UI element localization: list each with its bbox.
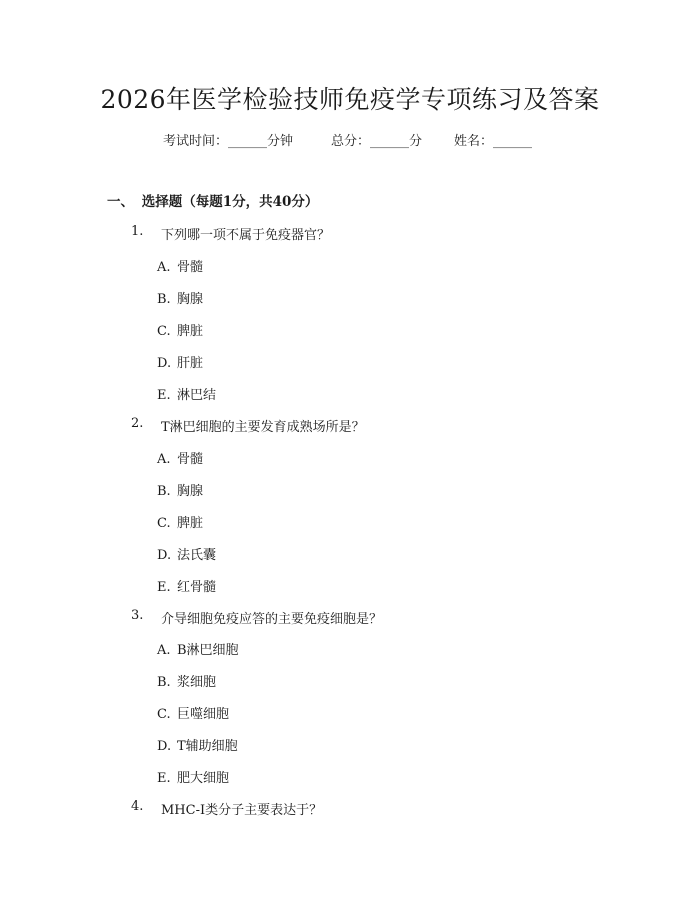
option-letter: E.	[157, 388, 171, 403]
question-1-option-a	[157, 256, 203, 275]
question-3-option-e	[157, 767, 229, 786]
option-text: 淋巴结	[177, 388, 217, 403]
option-letter: B.	[157, 292, 171, 307]
option-text: 肥大细胞	[177, 771, 230, 786]
option-text: 浆细胞	[177, 675, 217, 690]
option-text: 巨噬细胞	[177, 707, 230, 722]
question-text: MHC-I类分子主要表达于？	[161, 803, 323, 818]
option-letter: D.	[157, 356, 172, 371]
option-letter: C.	[157, 707, 171, 722]
option-letter: B.	[157, 484, 171, 499]
option-text: 肝脏	[177, 356, 204, 371]
question-1-option-e	[157, 384, 216, 403]
question-2-option-e	[157, 576, 216, 595]
option-letter: C.	[157, 324, 171, 339]
option-letter: E.	[157, 771, 171, 786]
question-number: 4.	[131, 799, 144, 814]
question-number: 1.	[131, 224, 144, 239]
section-heading	[107, 190, 318, 210]
option-text: B淋巴细胞	[177, 643, 239, 658]
question-3-option-d	[157, 735, 238, 754]
option-letter: A.	[157, 260, 171, 275]
option-text: 骨髓	[177, 452, 204, 467]
name-field: 姓名：______	[454, 134, 533, 149]
question-text: T淋巴细胞的主要发育成熟场所是？	[161, 420, 365, 435]
question-number: 3.	[131, 608, 144, 623]
option-text: 脾脏	[177, 516, 204, 531]
option-letter: D.	[157, 739, 172, 754]
question-number: 2.	[131, 416, 144, 431]
option-text: 脾脏	[177, 324, 204, 339]
question-3-option-c	[157, 703, 229, 722]
option-text: 法氏囊	[177, 548, 217, 563]
option-letter: E.	[157, 580, 171, 595]
question-text: 下列哪一项不属于免疫器官？	[161, 228, 331, 243]
total-score-field: 总分：______分	[331, 134, 423, 149]
question-2-option-c	[157, 512, 203, 531]
document-title: 2026年医学检验技师免疫学专项练习及答案	[100, 85, 600, 114]
option-text: 红骨髓	[177, 580, 217, 595]
question-1-option-b	[157, 288, 203, 307]
exam-time-field: 考试时间：______分钟	[163, 134, 294, 149]
question-3-option-b	[157, 671, 216, 690]
option-letter: B.	[157, 675, 171, 690]
option-text: T辅助细胞	[177, 739, 238, 754]
question-text: 介导细胞免疫应答的主要免疫细胞是？	[161, 612, 383, 627]
section-title: 选择题（每题1分，共40分）	[141, 194, 319, 210]
question-1-option-d	[157, 352, 203, 371]
option-letter: C.	[157, 516, 171, 531]
option-text: 胸腺	[177, 484, 204, 499]
option-letter: D.	[157, 548, 172, 563]
option-text: 胸腺	[177, 292, 204, 307]
section-number: 一、	[107, 194, 134, 210]
option-letter: A.	[157, 452, 171, 467]
option-letter: A.	[157, 643, 171, 658]
question-3-option-a	[157, 639, 239, 658]
question-1-option-c	[157, 320, 203, 339]
question-2-option-b	[157, 480, 203, 499]
question-2-option-a	[157, 448, 203, 467]
question-2-option-d	[157, 544, 216, 563]
option-text: 骨髓	[177, 260, 204, 275]
